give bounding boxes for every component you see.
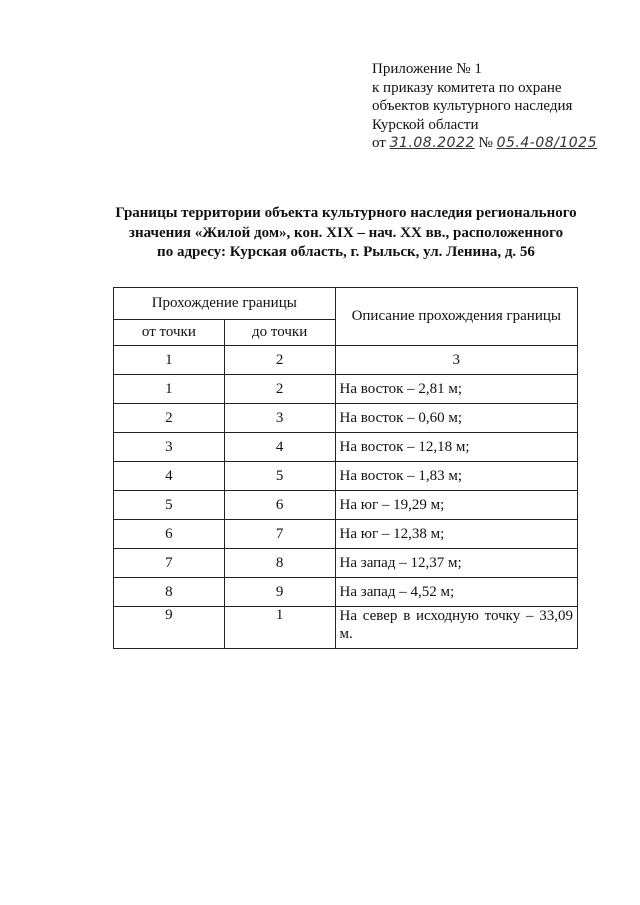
column-number-row: [114, 346, 578, 375]
boundary-description: На север в исходную точку – 33,09 м.: [335, 607, 577, 649]
from-point-header: от точки: [114, 320, 225, 346]
from-point: 9: [114, 607, 225, 649]
appendix-date-number-line: [372, 134, 597, 153]
to-point: 9: [224, 578, 335, 607]
appendix-committee-line: объектов культурного наследия: [372, 98, 573, 114]
boundary-description: На восток – 12,18 м;: [335, 433, 577, 462]
boundary-description: На восток – 1,83 м;: [335, 462, 577, 491]
from-point: 4: [114, 462, 225, 491]
boundary-description: На запад – 4,52 м;: [335, 578, 577, 607]
from-point: 5: [114, 491, 225, 520]
group-header: Прохождение границы: [114, 288, 336, 320]
appendix-order-line: к приказу комитета по охране: [372, 79, 562, 96]
table-row: [114, 578, 578, 607]
title-line-2: значения «Жилой дом», кон. XIX – нач. XX вв., расположенного: [128, 224, 564, 241]
from-point: 3: [114, 433, 225, 462]
appendix-block: [372, 60, 597, 153]
number-label: №: [478, 135, 493, 151]
appendix-title: Приложение № 1: [372, 61, 482, 77]
from-point: 6: [114, 520, 225, 549]
to-point: 5: [224, 462, 335, 491]
order-date: 31.08.2022: [389, 135, 475, 151]
to-point: 8: [224, 549, 335, 578]
column-number: 1: [114, 346, 225, 375]
from-label: от: [372, 135, 386, 151]
boundary-description: На юг – 19,29 м;: [335, 491, 577, 520]
column-number: 2: [224, 346, 335, 375]
to-point: 2: [224, 375, 335, 404]
from-point: 7: [114, 549, 225, 578]
table-row: [114, 607, 578, 649]
table-row: [114, 549, 578, 578]
from-point: 1: [114, 375, 225, 404]
title-line-1: Границы территории объекта культурного наследия регионального: [115, 205, 577, 221]
from-point: 8: [114, 578, 225, 607]
order-number: 05.4-08/1025: [496, 135, 597, 151]
boundary-description: На запад – 12,37 м;: [335, 549, 577, 578]
to-point-header: до точки: [224, 320, 335, 346]
description-header: Описание прохождения границы: [335, 288, 577, 346]
boundary-description: На восток – 2,81 м;: [335, 375, 577, 404]
title-line-3: по адресу: Курская область, г. Рыльск, ул. Ленина, д. 56: [157, 244, 535, 260]
to-point: 7: [224, 520, 335, 549]
boundary-description: На восток – 0,60 м;: [335, 404, 577, 433]
to-point: 1: [224, 607, 335, 649]
to-point: 4: [224, 433, 335, 462]
column-number: 3: [335, 346, 577, 375]
to-point: 3: [224, 404, 335, 433]
table-row: [114, 375, 578, 404]
table-row: [114, 462, 578, 491]
table-row: [114, 520, 578, 549]
table-row: [114, 433, 578, 462]
to-point: 6: [224, 491, 335, 520]
table-row: [114, 404, 578, 433]
table-row: [114, 491, 578, 520]
boundary-description: На юг – 12,38 м;: [335, 520, 577, 549]
document-title: [60, 204, 632, 263]
table-header-row: [114, 288, 578, 320]
from-point: 2: [114, 404, 225, 433]
appendix-region-line: Курской области: [372, 116, 479, 133]
boundary-table: [113, 287, 578, 649]
